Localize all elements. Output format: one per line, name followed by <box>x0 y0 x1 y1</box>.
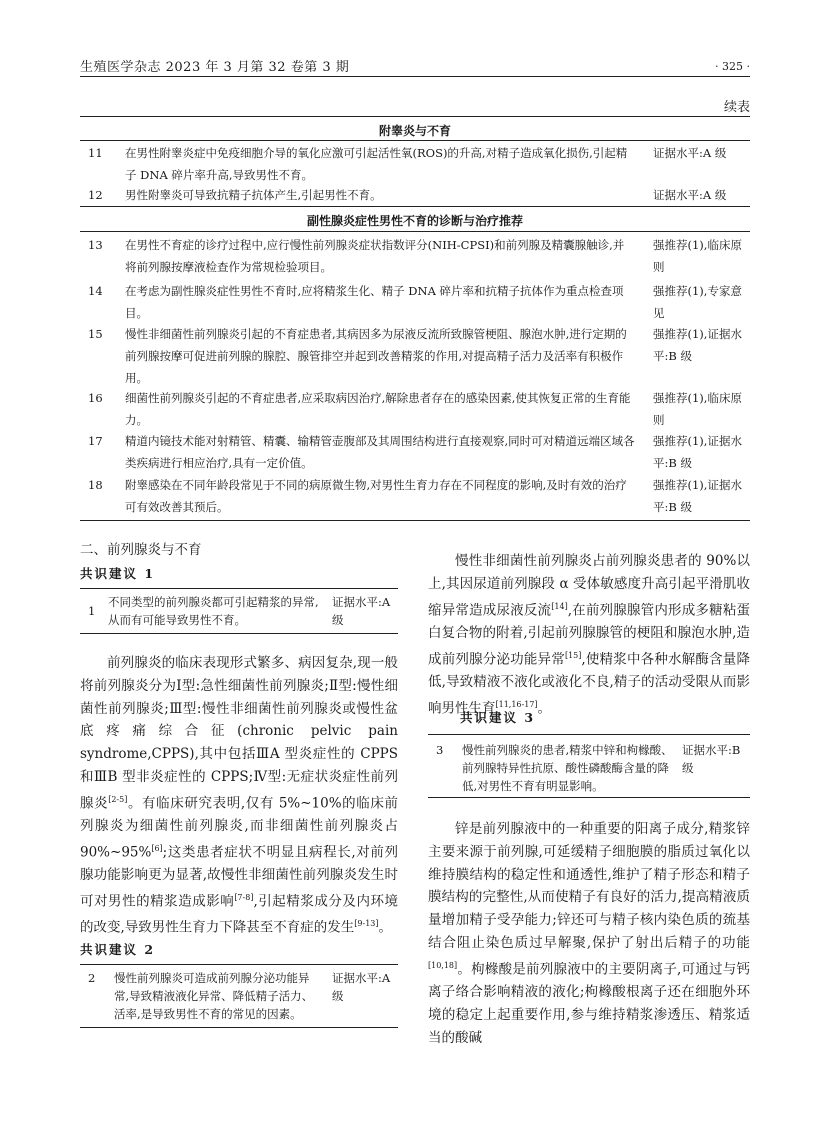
row-recommendation: 强推荐(1),证据水平:B 级 <box>653 478 742 514</box>
consensus-heading-2: 共识建议 2 <box>80 942 156 957</box>
row-text: 慢性非细菌性前列腺炎引起的不育症患者,其病因多为尿液反流所致腺管梗阻、腺泡水肿,进行定期的前列腺按摩可促进前列腺的腺腔、腺管排空并起到改善精浆的作用,对提高精子活力及活率有积极作用。 <box>125 327 627 385</box>
table-top-rule <box>80 116 750 117</box>
row-number: 11 <box>88 146 103 160</box>
citation: [10,18] <box>428 960 458 970</box>
consensus-box-3 <box>428 734 750 798</box>
row-number: 17 <box>88 434 103 448</box>
paragraph-prostatitis-classification: 前列腺炎的临床表现形式繁多、病因复杂,现一般将前列腺炎分为Ⅰ型:急性细菌性前列腺炎;Ⅱ型:慢性细菌性前列腺炎;Ⅲ型:慢性非细菌性前列腺炎或慢性盆底疼痛综合征(chronic pelvic pain syndrome,CPPS),其中包括ⅢA 型炎症性的 CPPS 和ⅢB 型非炎症性的 CPPS;Ⅳ型:无症状炎症性前列腺炎[2-5]。有临床研究表明,仅有 5%~10%的临床前列腺炎为细菌性前列腺炎,而非细菌性前列腺炎占 90%~95%[6];这类患者症状不明显且病程长,对前列腺功能影响更为显著,故慢性非细菌性前列腺炎发生时可对男性的精浆造成影响[7-8],引起精浆成分及内环境的改变,导致男性生育力下降甚至不育症的发生[9-13]。 <box>80 655 399 936</box>
row-text: 细菌性前列腺炎引起的不育症患者,应采取病因治疗,解除患者存在的感染因素,使其恢复正常的生育能力。 <box>125 391 631 427</box>
consensus-heading-1: 共识建议 1 <box>80 566 156 581</box>
citation: [11,16-17] <box>495 699 538 709</box>
row-recommendation: 强推荐(1),专家意见 <box>653 284 742 320</box>
row-recommendation: 强推荐(1),临床原则 <box>653 391 742 427</box>
citation: [6] <box>151 843 163 853</box>
consensus-heading-3: 共识建议 3 <box>460 710 536 725</box>
row-number: 15 <box>88 327 103 341</box>
row-recommendation: 证据水平:A 级 <box>653 146 727 160</box>
table-section-epididymitis: 附睾炎与不育 <box>378 124 451 138</box>
consensus-text: 不同类型的前列腺炎都可引起精浆的异常,从而有可能导致男性不育。 <box>108 595 319 627</box>
table-rule <box>80 231 750 232</box>
row-number: 12 <box>88 188 103 202</box>
header-rule <box>80 76 750 77</box>
citation: [9-13] <box>354 919 379 929</box>
row-recommendation: 强推荐(1),证据水平:B 级 <box>653 327 742 363</box>
consensus-evidence: 证据水平:A 级 <box>332 971 391 1003</box>
citation: [15] <box>564 650 582 660</box>
row-number: 18 <box>88 478 103 492</box>
row-text: 男性附睾炎可导致抗精子抗体产生,引起男性不育。 <box>125 188 382 202</box>
consensus-number: 1 <box>88 604 96 618</box>
paragraph-zinc-citrate: 锌是前列腺液中的一种重要的阳离子成分,精浆锌主要来源于前列腺,可延缓精子细胞膜的脂质过氧化以维持膜结构的稳定性和通透性,维护了精子形态和精子膜结构的完整性,从而使精子有良好的活力,提高精液质量增加精子受孕能力;锌还可与精子核内染色质的巯基结合阻止染色质过早解聚,保护了射出后精子的功能[10,18]。枸橼酸是前列腺液中的主要阴离子,可通过与钙离子络合影响精液的液化;枸橼酸根离子还在细胞外环境的稳定上起重要作用,参与维持精浆渗透压、精浆适当的酸碱 <box>428 821 750 1046</box>
row-recommendation: 证据水平:A 级 <box>653 188 727 202</box>
section-heading: 二、前列腺炎与不育 <box>80 542 202 558</box>
citation: [7-8] <box>234 892 254 902</box>
row-text: 在男性附睾炎症中免疫细胞介导的氧化应激可引起活性氧(ROS)的升高,对精子造成氧化损伤,引起精子 DNA 碎片率升高,导致男性不育。 <box>125 146 628 182</box>
consensus-number: 2 <box>88 971 96 985</box>
table-rule <box>80 206 750 207</box>
consensus-text: 慢性前列腺炎可造成前列腺分泌功能异常,导致精液液化异常、降低精子活力、活率,是导致男性不育的常见的因素。 <box>114 971 314 1021</box>
consensus-evidence: 证据水平:B 级 <box>682 743 741 775</box>
table-section-accessory-gland: 副性腺炎症性男性不育的诊断与治疗推荐 <box>306 214 523 228</box>
row-number: 14 <box>88 284 103 298</box>
consensus-number: 3 <box>436 743 444 757</box>
row-recommendation: 强推荐(1),临床原则 <box>653 238 742 274</box>
row-text: 在男性不育症的诊疗过程中,应行慢性前列腺炎症状指数评分(NIH-CPSI)和前列腺及精囊腺触诊,并将前列腺按摩液检查作为常规检验项目。 <box>125 238 625 274</box>
row-number: 13 <box>88 238 103 252</box>
consensus-box-2 <box>80 964 398 1028</box>
citation: [2-5] <box>108 794 128 804</box>
journal-header: 生殖医学杂志 2023 年 3 月第 32 卷第 3 期 <box>80 60 350 75</box>
row-text: 附睾感染在不同年龄段常见于不同的病原微生物,对男性生育力存在不同程度的影响,及时有效的治疗可有效改善其预后。 <box>125 478 627 514</box>
consensus-box-1 <box>80 588 398 634</box>
page-number: · 325 · <box>715 60 750 73</box>
consensus-evidence: 证据水平:A 级 <box>332 595 391 627</box>
row-text: 精道内镜技术能对射精管、精囊、输精管壶腹部及其周围结构进行直接观察,同时可对精道远端区域各类疾病进行相应治疗,具有一定价值。 <box>125 434 635 470</box>
table-bottom-rule <box>80 520 750 521</box>
table-rule <box>80 140 750 141</box>
row-number: 16 <box>88 391 103 405</box>
row-recommendation: 强推荐(1),证据水平:B 级 <box>653 434 742 470</box>
table-continued-label: 续表 <box>723 100 750 115</box>
citation: [14] <box>551 601 568 611</box>
paragraph-chronic-prostatitis: 慢性非细菌性前列腺炎占前列腺炎患者的 90%以上,其因尿道前列腺段 α 受体敏感度升高引起平滑肌收缩异常造成尿液反流[14],在前列腺腺管内形成多糖粘蛋白复合物的附着,引起前列腺腺管的梗阻和腺泡水肿,造成前列腺分泌功能异常[15],使精浆中各种水解酶含量降低,导致精液不液化或液化不良,精子的活动受限从而影响男性生育[11,16-17]。 <box>428 553 751 717</box>
consensus-text: 慢性前列腺炎的患者,精浆中锌和枸橼酸、前列腺特异性抗原、酸性磷酸酶含量的降低,对男性不育有明显影响。 <box>462 743 673 793</box>
row-text: 在考虑为副性腺炎症性男性不育时,应将精浆生化、精子 DNA 碎片率和抗精子抗体作为重点检查项目。 <box>125 284 624 320</box>
